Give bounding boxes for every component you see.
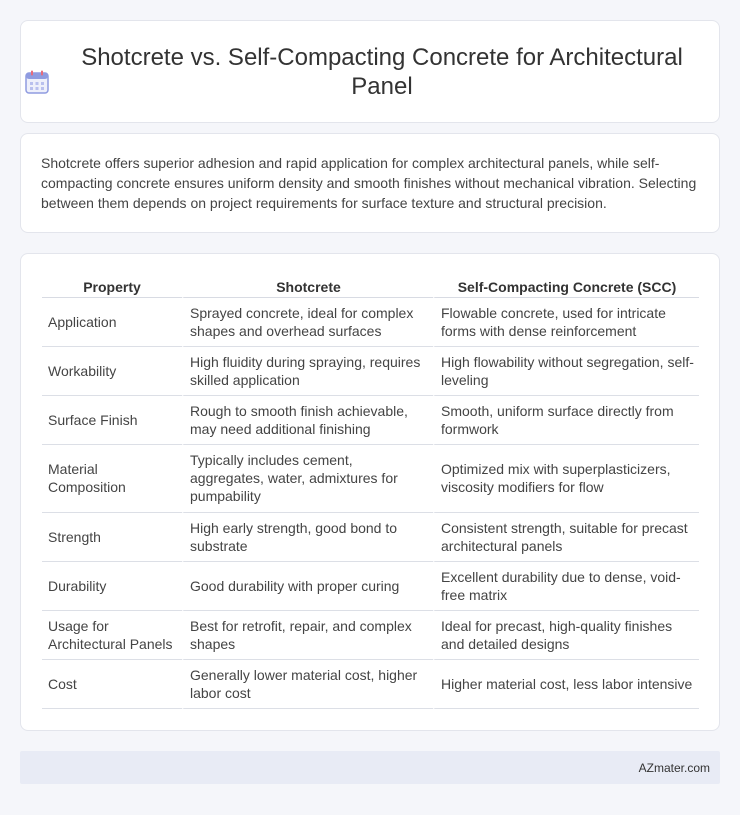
cell-scc: Smooth, uniform surface directly from formwork [433, 396, 699, 445]
cell-property: Cost [42, 660, 182, 709]
title-card [20, 20, 720, 123]
table-header-row [42, 276, 699, 298]
table-row [42, 445, 699, 513]
table-row [42, 396, 699, 445]
cell-scc: High flowability without segregation, self-leveling [433, 347, 699, 396]
cell-scc: Flowable concrete, used for intricate forms with dense reinforcement [433, 298, 699, 347]
cell-property: Surface Finish [42, 396, 182, 445]
table-row [42, 562, 699, 611]
comparison-table [42, 276, 699, 709]
footer [20, 751, 720, 784]
cell-scc: Optimized mix with superplasticizers, viscosity modifiers for flow [433, 445, 699, 513]
cell-shotcrete: Best for retrofit, repair, and complex shapes [182, 611, 433, 660]
header-scc: Self-Compacting Concrete (SCC) [433, 276, 699, 298]
cell-shotcrete: Good durability with proper curing [182, 562, 433, 611]
cell-scc: Consistent strength, suitable for precast architectural panels [433, 513, 699, 562]
calendar-icon [24, 69, 50, 95]
summary-text: Shotcrete offers superior adhesion and rapid application for complex architectural panels, while self-compacting concrete ensures uniform density and smooth finishes without mechanical vibration. Selecting between them depends on project requirements for surface texture and structural precision. [41, 155, 697, 211]
cell-shotcrete: Rough to smooth finish achievable, may need additional finishing [182, 396, 433, 445]
table-row [42, 611, 699, 660]
table-row [42, 347, 699, 396]
header-shotcrete: Shotcrete [182, 276, 433, 298]
cell-shotcrete: High fluidity during spraying, requires skilled application [182, 347, 433, 396]
table-row [42, 660, 699, 709]
cell-property: Material Composition [42, 445, 182, 513]
cell-shotcrete: Generally lower material cost, higher labor cost [182, 660, 433, 709]
cell-shotcrete: Typically includes cement, aggregates, water, admixtures for pumpability [182, 445, 433, 513]
cell-property: Durability [42, 562, 182, 611]
table-row [42, 513, 699, 562]
header-property: Property [42, 276, 182, 298]
page-title: Shotcrete vs. Self-Compacting Concrete for Architectural Panel [81, 43, 683, 100]
cell-scc: Excellent durability due to dense, void-free matrix [433, 562, 699, 611]
cell-property: Application [42, 298, 182, 347]
title-wrap [48, 43, 692, 101]
cell-property: Workability [42, 347, 182, 396]
table-card [20, 253, 720, 731]
cell-shotcrete: Sprayed concrete, ideal for complex shapes and overhead surfaces [182, 298, 433, 347]
table-row [42, 298, 699, 347]
summary-card [20, 133, 720, 233]
cell-scc: Ideal for precast, high-quality finishes and detailed designs [433, 611, 699, 660]
cell-shotcrete: High early strength, good bond to substrate [182, 513, 433, 562]
cell-property: Usage for Architectural Panels [42, 611, 182, 660]
cell-property: Strength [42, 513, 182, 562]
cell-scc: Higher material cost, less labor intensive [433, 660, 699, 709]
footer-site-link[interactable]: AZmater.com [638, 760, 710, 775]
